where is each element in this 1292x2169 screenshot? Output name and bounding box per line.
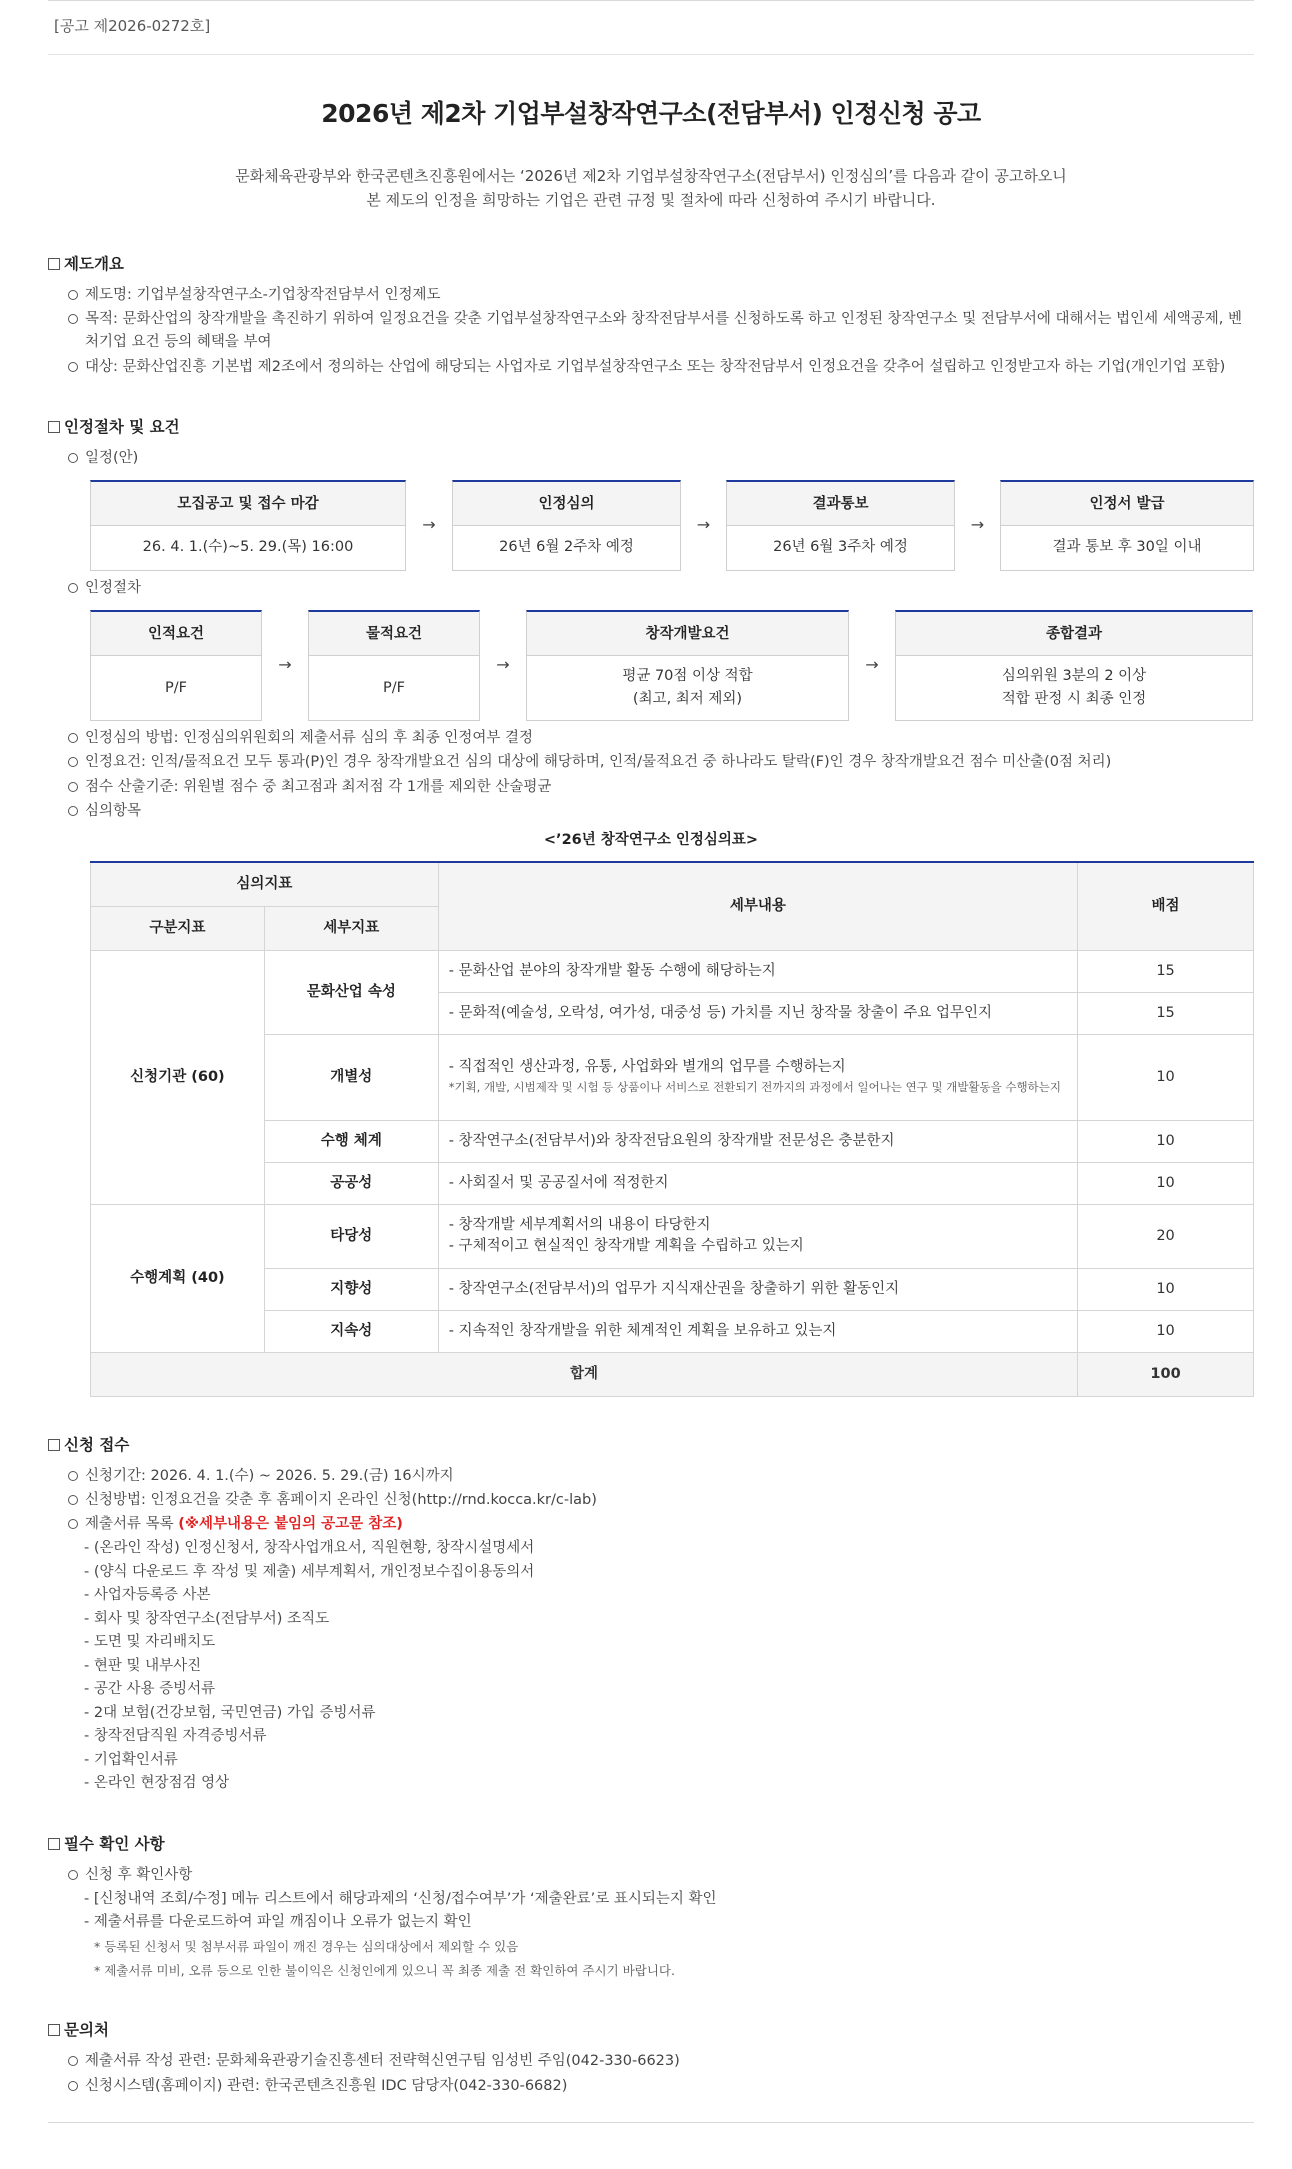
detail-cell	[438, 1204, 1077, 1268]
step-head: 인정서 발급	[1001, 482, 1253, 526]
section-title-text: 문의처	[64, 2021, 109, 2040]
doc-item: - (양식 다운로드 후 작성 및 제출) 세부계획서, 개인정보수집이용동의서	[84, 1563, 535, 1580]
schedule-step	[1000, 480, 1254, 571]
sub-index-cell: 문화산업 속성	[264, 950, 438, 1034]
score-cell: 10	[1078, 1310, 1254, 1352]
list-item-text: 목적: 문화산업의 창작개발을 촉진하기 위하여 일정요건을 갖춘 기업부설창작연구소와 창작전담부서를 신청하도록 하고 인정된 창작연구소 및 전담부서에 대해서는 법인세 세액공제, 벤처기업 요건 등의 혜택을 부여	[85, 311, 1242, 351]
list-item-text: 인정절차	[85, 579, 142, 596]
circle-bullet-icon	[68, 1495, 78, 1505]
schedule-flow	[90, 480, 1254, 571]
list-item	[48, 751, 1254, 774]
list-item	[48, 308, 1254, 354]
score-cell: 10	[1078, 1268, 1254, 1310]
list-item	[48, 447, 1254, 470]
header-index: 심의지표	[91, 862, 439, 906]
doc-item: - (온라인 작성) 인정신청서, 창작사업개요서, 직원현황, 창작시설명세서	[84, 1540, 535, 1557]
schedule-step	[452, 480, 681, 571]
checkbox-square-icon	[48, 258, 60, 270]
detail-cell: - 창작연구소(전담부서)와 창작전담요원의 창작개발 전문성은 충분한지	[438, 1120, 1077, 1162]
step-body	[896, 656, 1252, 720]
section-title-text: 인정절차 및 요건	[64, 417, 180, 436]
schedule-step	[90, 480, 406, 571]
detail-cell: - 지속적인 창작개발을 위한 체계적인 계획을 보유하고 있는지	[438, 1310, 1077, 1352]
list-item	[48, 284, 1254, 307]
detail-cell: - 사회질서 및 공공질서에 적정한지	[438, 1162, 1077, 1204]
sub-index-cell: 지속성	[264, 1310, 438, 1352]
procedure-step	[895, 610, 1253, 721]
detail-cell	[438, 1034, 1077, 1120]
circle-bullet-icon	[68, 2081, 78, 2091]
score-cell: 10	[1078, 1162, 1254, 1204]
circle-bullet-icon	[68, 1471, 78, 1481]
checkbox-square-icon	[48, 1838, 60, 1850]
sub-index-cell: 수행 체계	[264, 1120, 438, 1162]
list-item-text: 인정요건: 인적/물적요건 모두 통과(P)인 경우 창작개발요건 심의 대상에 해당하며, 인적/물적요건 중 하나라도 탈락(F)인 경우 창작개발요건 점수 미산출(0점 처리)	[85, 754, 1112, 771]
circle-bullet-icon	[68, 583, 78, 593]
section-checklist	[48, 1832, 1254, 1983]
list-item	[48, 1489, 1254, 1512]
list-item-text: 신청 후 확인사항	[85, 1866, 193, 1883]
detail-cell: - 문화산업 분야의 창작개발 활동 수행에 해당하는지	[438, 950, 1077, 992]
list-item-text: 신청기간: 2026. 4. 1.(수) ~ 2026. 5. 29.(금) 16시까지	[85, 1467, 454, 1484]
header-sub: 세부지표	[264, 906, 438, 950]
doc-item: - 온라인 현장점검 영상	[84, 1775, 230, 1792]
table-row	[91, 1120, 1254, 1162]
section-contact	[48, 2018, 1254, 2097]
step-body: 26년 6월 3주차 예정	[773, 539, 908, 556]
step-head: 물적요건	[309, 612, 479, 656]
step-body	[309, 656, 479, 720]
doc-item: - 회사 및 창작연구소(전담부서) 조직도	[84, 1610, 330, 1627]
docs-note: (※세부내용은 붙임의 공고문 참조)	[178, 1516, 403, 1533]
section-title-text: 필수 확인 사항	[64, 1834, 165, 1853]
bottom-divider	[48, 2122, 1254, 2123]
sub-index-cell: 개별성	[264, 1034, 438, 1120]
procedure-step	[308, 610, 480, 721]
header-detail: 세부내용	[438, 862, 1077, 950]
step-body: 26년 6월 2주차 예정	[499, 539, 634, 556]
total-score: 100	[1078, 1352, 1254, 1396]
section-title	[48, 415, 1254, 439]
list-item-text: 일정(안)	[85, 449, 139, 466]
section-overview	[48, 252, 1254, 379]
table-row	[91, 1162, 1254, 1204]
table-total-row	[91, 1352, 1254, 1396]
list-item-text: 심의항목	[85, 802, 142, 819]
total-label: 합계	[91, 1352, 1078, 1396]
step-head: 창작개발요건	[527, 612, 848, 656]
list-item	[48, 356, 1254, 379]
step-head: 인적요건	[91, 612, 261, 656]
circle-bullet-icon	[68, 2056, 78, 2066]
sub-index-cell: 공공성	[264, 1162, 438, 1204]
arrow-right-icon: →	[496, 655, 510, 675]
arrow-right-icon: →	[865, 655, 879, 675]
notice-number: [공고 제2026-0272호]	[54, 17, 211, 35]
doc-item: - 현판 및 내부사진	[84, 1657, 202, 1674]
list-item	[48, 2075, 1254, 2098]
step-head: 인정심의	[453, 482, 680, 526]
list-item-text: 신청방법: 인정요건을 갖춘 후 홈페이지 온라인 신청(http://rnd.kocca.kr/c-lab)	[85, 1492, 597, 1509]
detail-cell: - 창작연구소(전담부서)의 업무가 지식재산권을 창출하기 위한 활동인지	[438, 1268, 1077, 1310]
table-caption: <’26년 창작연구소 인정심의표>	[543, 831, 759, 848]
intro-line: 본 제도의 인정을 희망하는 기업은 관련 규정 및 절차에 따라 신청하여 주시기 바랍니다.	[366, 191, 936, 209]
step-body	[91, 656, 261, 720]
checkbox-square-icon	[48, 421, 60, 433]
check-note: * 제출서류 미비, 오류 등으로 인한 불이익은 신청인에게 있으니 꼭 최종 제출 전 확인하여 주시기 바랍니다.	[94, 1962, 675, 1978]
list-item-text	[85, 1513, 1254, 1536]
circle-bullet-icon	[68, 290, 78, 300]
section-title	[48, 1433, 1254, 1457]
list-item	[48, 1465, 1254, 1488]
circle-bullet-icon	[68, 314, 78, 324]
list-item	[48, 2050, 1254, 2073]
check-note: * 등록된 신청서 및 첨부서류 파일이 깨진 경우는 심의대상에서 제외할 수 있음	[94, 1938, 519, 1954]
step-body-line: (최고, 최저 제외)	[632, 691, 743, 708]
score-cell: 15	[1078, 950, 1254, 992]
doc-item: - 공간 사용 증빙서류	[84, 1681, 216, 1698]
header-score: 배점	[1078, 862, 1254, 950]
list-item-text: 인정심의 방법: 인정심의위원회의 제출서류 심의 후 최종 인정여부 결정	[85, 730, 533, 747]
group-cell: 수행계획 (40)	[91, 1204, 265, 1352]
procedure-step	[526, 610, 849, 721]
page-title: 2026년 제2차 기업부설창작연구소(전담부서) 인정신청 공고	[321, 99, 981, 129]
doc-item: - 도면 및 자리배치도	[84, 1634, 216, 1651]
section-application	[48, 1433, 1254, 1796]
circle-bullet-icon	[68, 757, 78, 767]
circle-bullet-icon	[68, 806, 78, 816]
doc-item: - 창작전담직원 자격증빙서류	[84, 1728, 267, 1745]
list-item-text: 점수 산출기준: 위원별 점수 중 최고점과 최저점 각 1개를 제외한 산술평균	[85, 778, 552, 795]
evaluation-table	[90, 861, 1254, 1397]
header-category: 구분지표	[91, 906, 265, 950]
step-body-line: 심의위원 3분의 2 이상	[1001, 667, 1147, 684]
list-item	[48, 776, 1254, 799]
detail-text: - 직접적인 생산과정, 유통, 사업화와 별개의 업무를 수행하는지	[448, 1058, 846, 1075]
step-body: 26. 4. 1.(수)~5. 29.(목) 16:00	[142, 539, 354, 556]
score-cell: 10	[1078, 1120, 1254, 1162]
checkbox-square-icon	[48, 2024, 60, 2036]
list-item	[48, 1513, 1254, 1536]
step-head: 모집공고 및 접수 마감	[91, 482, 405, 526]
arrow-right-icon: →	[970, 515, 985, 535]
section-title	[48, 2018, 1254, 2042]
schedule-step	[726, 480, 955, 571]
step-body-line: P/F	[383, 679, 405, 696]
list-item	[48, 800, 1254, 823]
doc-item: - 2대 보험(건강보험, 국민연금) 가입 증빙서류	[84, 1704, 376, 1721]
check-item: - 제출서류를 다운로드하여 파일 깨짐이나 오류가 없는지 확인	[84, 1914, 472, 1931]
step-body-line: 적합 판정 시 최종 인정	[1001, 691, 1147, 708]
step-body: 결과 통보 후 30일 이내	[1052, 539, 1202, 556]
sub-index-cell: 지향성	[264, 1268, 438, 1310]
table-row	[91, 950, 1254, 992]
step-body	[527, 656, 848, 720]
list-item-text: 신청시스템(홈페이지) 관련: 한국콘텐츠진흥원 IDC 담당자(042-330-6682)	[85, 2077, 568, 2094]
circle-bullet-icon	[68, 733, 78, 743]
section-title-text: 제도개요	[64, 255, 124, 273]
circle-bullet-icon	[68, 362, 78, 372]
table-row	[91, 1034, 1254, 1120]
arrow-right-icon: →	[278, 655, 292, 675]
detail-note: *기획, 개발, 시범제작 및 시험 등 상품이나 서비스로 전환되기 전까지의 과정에서 일어나는 연구 및 개발활동을 수행하는지	[448, 1080, 1061, 1095]
circle-bullet-icon	[68, 453, 78, 463]
arrow-right-icon: →	[422, 515, 436, 535]
score-cell: 15	[1078, 992, 1254, 1034]
list-item	[48, 727, 1254, 750]
check-item: - [신청내역 조회/수정] 메뉴 리스트에서 해당과제의 ‘신청/접수여부’가 ‘제출완료’로 표시되는지 확인	[84, 1890, 717, 1907]
procedure-step	[90, 610, 262, 721]
docs-label: 제출서류 목록	[85, 1516, 179, 1533]
list-item-text: 제출서류 작성 관련: 문화체육관광기술진흥센터 전략혁신연구팀 임성빈 주임(042-330-6623)	[85, 2053, 680, 2070]
section-title	[48, 1832, 1254, 1856]
arrow-right-icon: →	[696, 515, 711, 535]
notice-divider	[48, 54, 1254, 55]
score-cell: 20	[1078, 1204, 1254, 1268]
section-title-text: 신청 접수	[64, 1435, 130, 1454]
table-row	[91, 1310, 1254, 1352]
step-body-line: P/F	[165, 679, 187, 696]
circle-bullet-icon	[68, 782, 78, 792]
intro-line: 문화체육관광부와 한국콘텐츠진흥원에서는 ‘2026년 제2차 기업부설창작연구소(전담부서) 인정심의’를 다음과 같이 공고하오니	[235, 167, 1067, 185]
step-head: 결과통보	[727, 482, 954, 526]
doc-item: - 기업확인서류	[84, 1751, 178, 1768]
section-title	[48, 252, 1254, 276]
detail-cell: - 문화적(예술성, 오락성, 여가성, 대중성 등) 가치를 지닌 창작물 창출이 주요 업무인지	[438, 992, 1077, 1034]
table-row	[91, 1268, 1254, 1310]
list-item	[48, 577, 1254, 600]
intro-text	[48, 164, 1254, 212]
score-cell: 10	[1078, 1034, 1254, 1120]
group-cell: 신청기관 (60)	[91, 950, 265, 1204]
step-body-line: 평균 70점 이상 적합	[622, 667, 753, 684]
doc-item: - 사업자등록증 사본	[84, 1587, 211, 1604]
list-item	[48, 1864, 1254, 1887]
list-item-text: 대상: 문화산업진흥 기본법 제2조에서 정의하는 산업에 해당되는 사업자로 기업부설창작연구소 또는 창작전담부서 인정요건을 갖추어 설립하고 인정받고자 하는 기업(개인기업 포함)	[85, 358, 1226, 375]
procedure-flow	[90, 610, 1254, 721]
circle-bullet-icon	[68, 1519, 78, 1529]
list-item-text: 제도명: 기업부설창작연구소-기업창작전담부서 인정제도	[85, 287, 441, 304]
step-head: 종합결과	[896, 612, 1252, 656]
section-procedure	[48, 415, 1254, 1397]
table-row	[91, 1204, 1254, 1268]
checkbox-square-icon	[48, 1439, 60, 1451]
detail-text: - 구체적이고 현실적인 창작개발 계획을 수립하고 있는지	[448, 1238, 804, 1255]
sub-index-cell: 타당성	[264, 1204, 438, 1268]
circle-bullet-icon	[68, 1870, 78, 1880]
detail-text: - 창작개발 세부계획서의 내용이 타당한지	[448, 1216, 711, 1233]
